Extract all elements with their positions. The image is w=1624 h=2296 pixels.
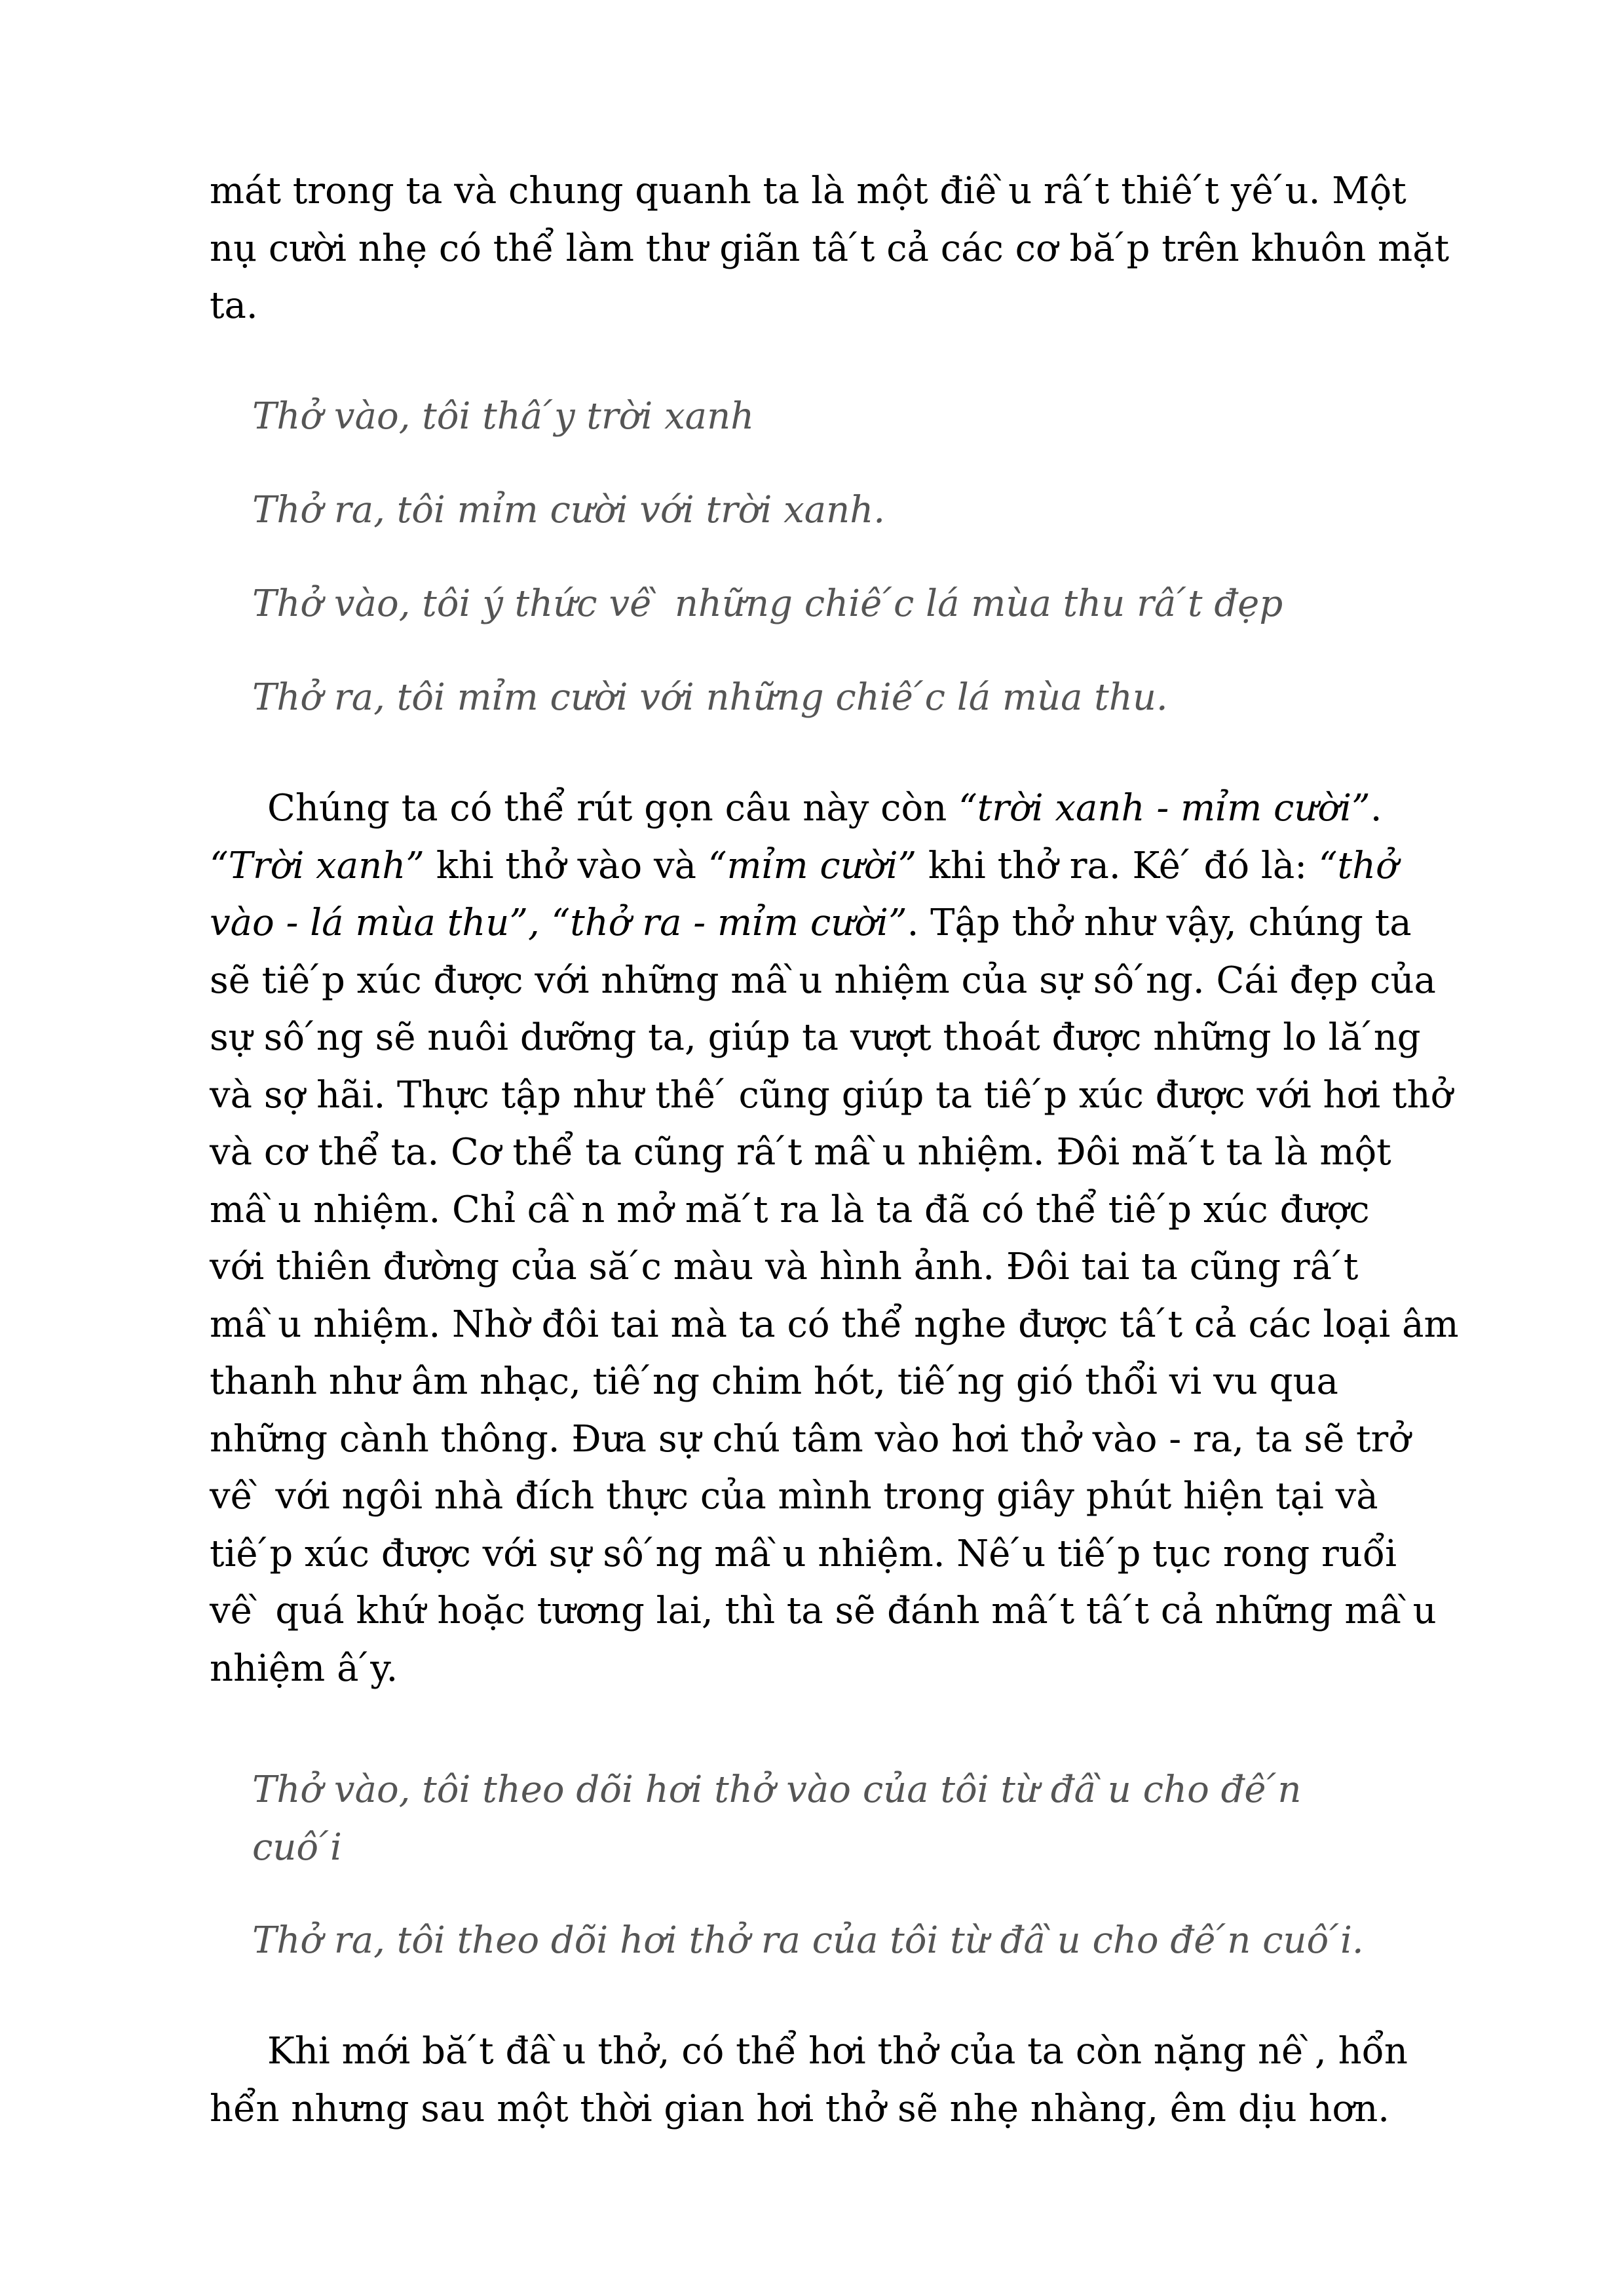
paragraph-3-line	[210, 2023, 1441, 2080]
paragraph-2-text: khi thở vào và	[424, 844, 708, 887]
paragraph-2-line: mâ ̀u nhiệm. Chỉ câ ̀n mở mă ́t ra là ta đã có thể tiê ́p xúc được	[210, 1188, 1370, 1231]
poem-line-2: Thở ra, tôi mỉm cười với trời xanh.	[252, 489, 886, 531]
paragraph-2-text: .	[1370, 787, 1382, 830]
paragraph-2-quote: “thở	[1318, 844, 1398, 887]
paragraph-2-line	[210, 894, 1441, 952]
paragraph-2-quote: “trời xanh - mỉm cười”	[958, 787, 1370, 830]
paragraph-1	[210, 163, 1450, 335]
paragraph-1-line: mát trong ta và chung quanh ta là một điê ̀u râ ́t thiê ́t yê ́u. Một	[210, 170, 1407, 212]
paragraph-3-line: hển nhưng sau một thời gian hơi thở sẽ nhẹ nhàng, êm dịu hơn.	[210, 2087, 1390, 2130]
paragraph-2-line: tiê ́p xúc được với sự sô ́ng mâ ̀u nhiệm. Nê ́u tiê ́p tục rong ruổi	[210, 1532, 1397, 1575]
paragraph-2	[210, 780, 1459, 1697]
paragraph-2-line: và sợ hãi. Thực tập như thê ́ cũng giúp ta tiê ́p xúc được với hơi thở	[210, 1073, 1453, 1117]
paragraph-2-quote: “mỉm cười”	[708, 844, 917, 887]
paragraph-2-line	[210, 780, 1441, 837]
paragraph-2-text: khi thở ra. Kê ́ đó là:	[916, 844, 1319, 887]
poem2-line-2: Thở ra, tôi theo dõi hơi thở ra của tôi từ đâ ̀u cho đê ́n cuô ́i.	[252, 1919, 1364, 1962]
paragraph-3-text: Khi mới bă ́t đâ ̀u thở, có thể hơi thở của ta còn nặng nê ̀, hổn	[267, 2030, 1408, 2073]
poem2-line-1	[252, 1761, 1431, 1876]
paragraph-2-line: sẽ tiê ́p xúc được với những mâ ̀u nhiệm của sự sô ́ng. Cái đẹp của	[210, 959, 1436, 1002]
paragraph-2-line: và cơ thể ta. Cơ thể ta cũng râ ́t mâ ̀u nhiệm. Đôi mă ́t ta là một	[210, 1131, 1391, 1174]
poem2-line-text: Thở vào, tôi theo dõi hơi thở vào của tôi từ đâ ̀u cho đê ́n	[252, 1769, 1302, 1811]
poem-line-4: Thở ra, tôi mỉm cười với những chiê ́c lá mùa thu.	[252, 676, 1168, 719]
paragraph-2-quote: vào - lá mùa thu”, “thở ra - mỉm cười”	[210, 902, 907, 944]
paragraph-2-text: . Tập thở như vậy, chúng ta	[907, 902, 1412, 944]
paragraph-2-text: Chúng ta có thể rút gọn câu này còn	[267, 787, 959, 830]
paragraph-2-line: nhiệm â ́y.	[210, 1647, 398, 1690]
paragraph-1-line: nụ cười nhẹ có thể làm thư giãn tâ ́t cả các cơ bă ́p trên khuôn mặt	[210, 227, 1450, 270]
poem-line-1: Thở vào, tôi thâ ́y trời xanh	[252, 395, 755, 438]
poem2-line-text: cuô ́i	[252, 1826, 342, 1869]
paragraph-2-line: sự sô ́ng sẽ nuôi dưỡng ta, giúp ta vượt thoát được những lo lă ́ng	[210, 1016, 1421, 1059]
paragraph-2-line: mâ ̀u nhiệm. Nhờ đôi tai mà ta có thể nghe được tâ ́t cả các loại âm	[210, 1303, 1459, 1346]
poem-line-3: Thở vào, tôi ý thức vê ̀ những chiê ́c lá mùa thu râ ́t đẹp	[252, 583, 1283, 625]
paragraph-2-line: những cành thông. Đưa sự chú tâm vào hơi thở vào - ra, ta sẽ trở	[210, 1417, 1411, 1461]
paragraph-2-line: vê ̀ quá khứ hoặc tương lai, thì ta sẽ đánh mâ ́t tâ ́t cả những mâ ̀u	[210, 1590, 1437, 1632]
paragraph-2-quote: “Trời xanh”	[210, 844, 425, 887]
paragraph-3	[210, 2023, 1441, 2137]
paragraph-2-line	[210, 837, 1441, 895]
paragraph-1-line: ta.	[210, 284, 258, 327]
paragraph-2-line: vê ̀ với ngôi nhà đích thực của mình trong giây phút hiện tại và	[210, 1475, 1378, 1518]
paragraph-2-line: với thiên đường của să ́c màu và hình ảnh. Đôi tai ta cũng râ ́t	[210, 1246, 1359, 1288]
paragraph-2-line: thanh như âm nhạc, tiê ́ng chim hót, tiê ́ng gió thổi vi vu qua	[210, 1360, 1338, 1403]
